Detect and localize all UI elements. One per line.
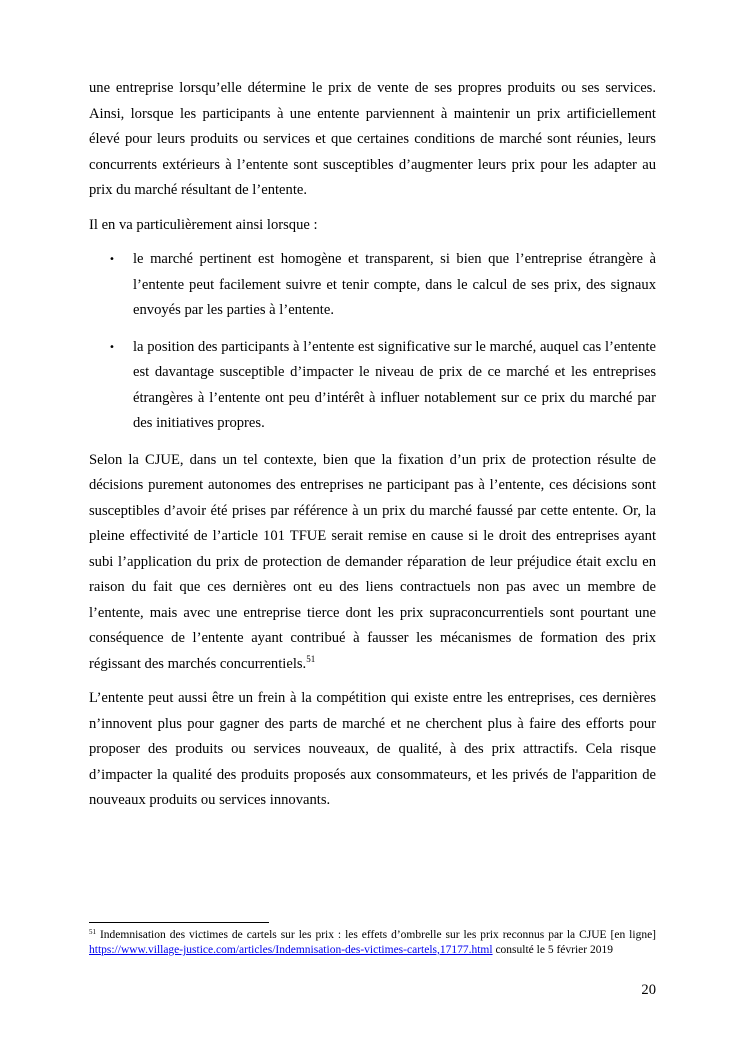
bullet-list: [89, 247, 656, 437]
page-number: 20: [641, 982, 656, 998]
footnote: [89, 928, 656, 958]
bullet-item-text: le marché pertinent est homogène et transparent, si bien que l’entreprise étrangère à l’entente peut facilement suivre et tenir compte, dans le calcul de ses prix, des signaux envoyés par les parties à l’entente.: [133, 251, 656, 318]
footnote-text-after: consulté le 5 février 2019: [492, 944, 613, 956]
footnote-text: Indemnisation des victimes de cartels sur les prix : les effets d’ombrelle sur les prix reconnus par la CJUE [en ligne]: [96, 929, 656, 941]
paragraph-3: [89, 448, 656, 678]
bullet-item-text: la position des participants à l’entente est significative sur le marché, auquel cas l’entente est davantage susceptible d’impacter le niveau de prix de ce marché et les entreprises étrangères à l’entente ont peu d’intérêt à influer notablement sur ce prix du marché par des initiatives propres.: [133, 338, 656, 431]
paragraph-2: Il en va particulièrement ainsi lorsque :: [89, 216, 318, 233]
paragraph-3-text: Selon la CJUE, dans un tel contexte, bien que la fixation d’un prix de protection résulte de décisions purement autonomes des entreprises ne participant pas à l’entente, ces décisions sont susceptibles d’avoir été prises par référence à un prix du marché faussé par cette entente. Or, la pleine effectivité de l’article 101 TFUE serait remise en cause si le droit des entreprises ayant subi l’application du prix de protection de demander réparation de leur préjudice était exclu en raison du fait que ces dernières ont eu des liens contractuels non pas avec un membre de l’entente, mais avec une entreprise tierce dont les prix supraconcurrentiels sont pourtant une conséquence de l’entente ayant contribué à fausser les mécanismes de formation des prix régissant des marchés concurrentiels.: [89, 451, 656, 672]
bullet-item-2: [89, 335, 656, 437]
paragraph-1: une entreprise lorsqu’elle détermine le prix de vente de ses propres produits ou ses services. Ainsi, lorsque les participants à une entente parviennent à maintenir un prix artificiellement élevé pour leurs produits ou services et que certaines conditions de marché sont réunies, leurs concurrents extérieurs à l’entente sont susceptibles d’augmenter leurs prix pour les adapter au prix du marché résultant de l’entente.: [89, 80, 656, 198]
page-body: [89, 76, 656, 823]
bullet-icon: •: [109, 341, 115, 353]
bullet-item-1: [89, 247, 656, 324]
bullet-icon: •: [109, 254, 115, 265]
paragraph-4: L’entente peut aussi être un frein à la compétition qui existe entre les entreprises, ces dernières n’innovent plus pour gagner des parts de marché et ne cherchent plus à faire des efforts pour proposer des produits ou services nouveaux, de qualité, à des prix attractifs. Cela risque d’impacter la qualité des produits proposés aux consommateurs, et les privés de l'apparition de nouveaux produits ou services innovants.: [89, 690, 656, 808]
footnote-reference[interactable]: 51: [306, 653, 316, 664]
footnote-divider: [89, 922, 269, 923]
footnote-number: 51: [89, 928, 96, 936]
footnote-link[interactable]: https://www.village-justice.com/articles/Indemnisation-des-victimes-cartels,17177.html: [89, 944, 493, 956]
